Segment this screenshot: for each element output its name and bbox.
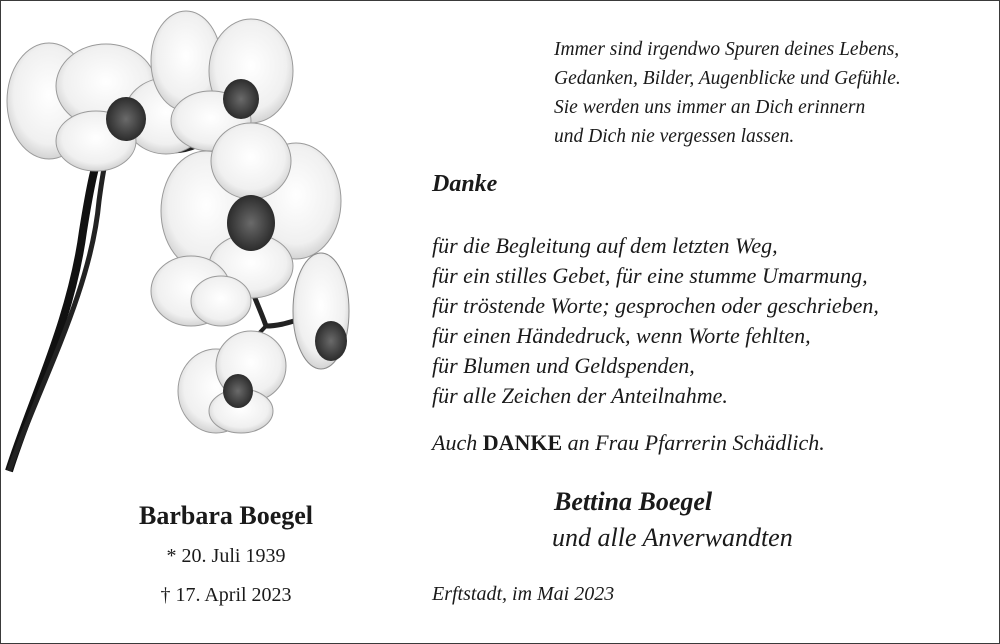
thanks-list	[432, 231, 879, 411]
death-date: † 17. April 2023	[160, 584, 292, 606]
additional-thanks-suffix: an Frau Pfarrerin Schädlich.	[567, 430, 825, 455]
poem	[554, 35, 901, 151]
orchid-illustration	[1, 1, 401, 481]
thanks-line: für tröstende Worte; gesprochen oder geschrieben,	[432, 293, 879, 318]
poem-line: Immer sind irgendwo Spuren deines Lebens,	[554, 39, 900, 60]
signer-name: Bettina Boegel	[554, 487, 713, 516]
thanks-line: für die Begleitung auf dem letzten Weg,	[432, 233, 778, 258]
thanks-line: für alle Zeichen der Anteilnahme.	[432, 383, 728, 408]
birth-date: * 20. Juli 1939	[166, 545, 286, 567]
thanks-line: für einen Händedruck, wenn Worte fehlten,	[432, 323, 811, 348]
additional-thanks-bold: DANKE	[482, 430, 563, 455]
thanks-line: für ein stilles Gebet, für eine stumme Umarmung,	[432, 263, 868, 288]
thanks-title: Danke	[432, 171, 498, 197]
poem-line: Sie werden uns immer an Dich erinnern	[554, 97, 866, 118]
poem-line: und Dich nie vergessen lassen.	[554, 126, 795, 147]
place-date: Erftstadt, im Mai 2023	[432, 583, 615, 605]
thanks-line: für Blumen und Geldspenden,	[432, 353, 695, 378]
deceased-name: Barbara Boegel	[138, 501, 314, 530]
poem-line: Gedanken, Bilder, Augenblicke und Gefühle.	[554, 68, 901, 89]
additional-thanks	[432, 430, 825, 456]
additional-thanks-prefix: Auch	[432, 430, 478, 455]
signer-subtitle: und alle Anverwandten	[552, 523, 793, 552]
